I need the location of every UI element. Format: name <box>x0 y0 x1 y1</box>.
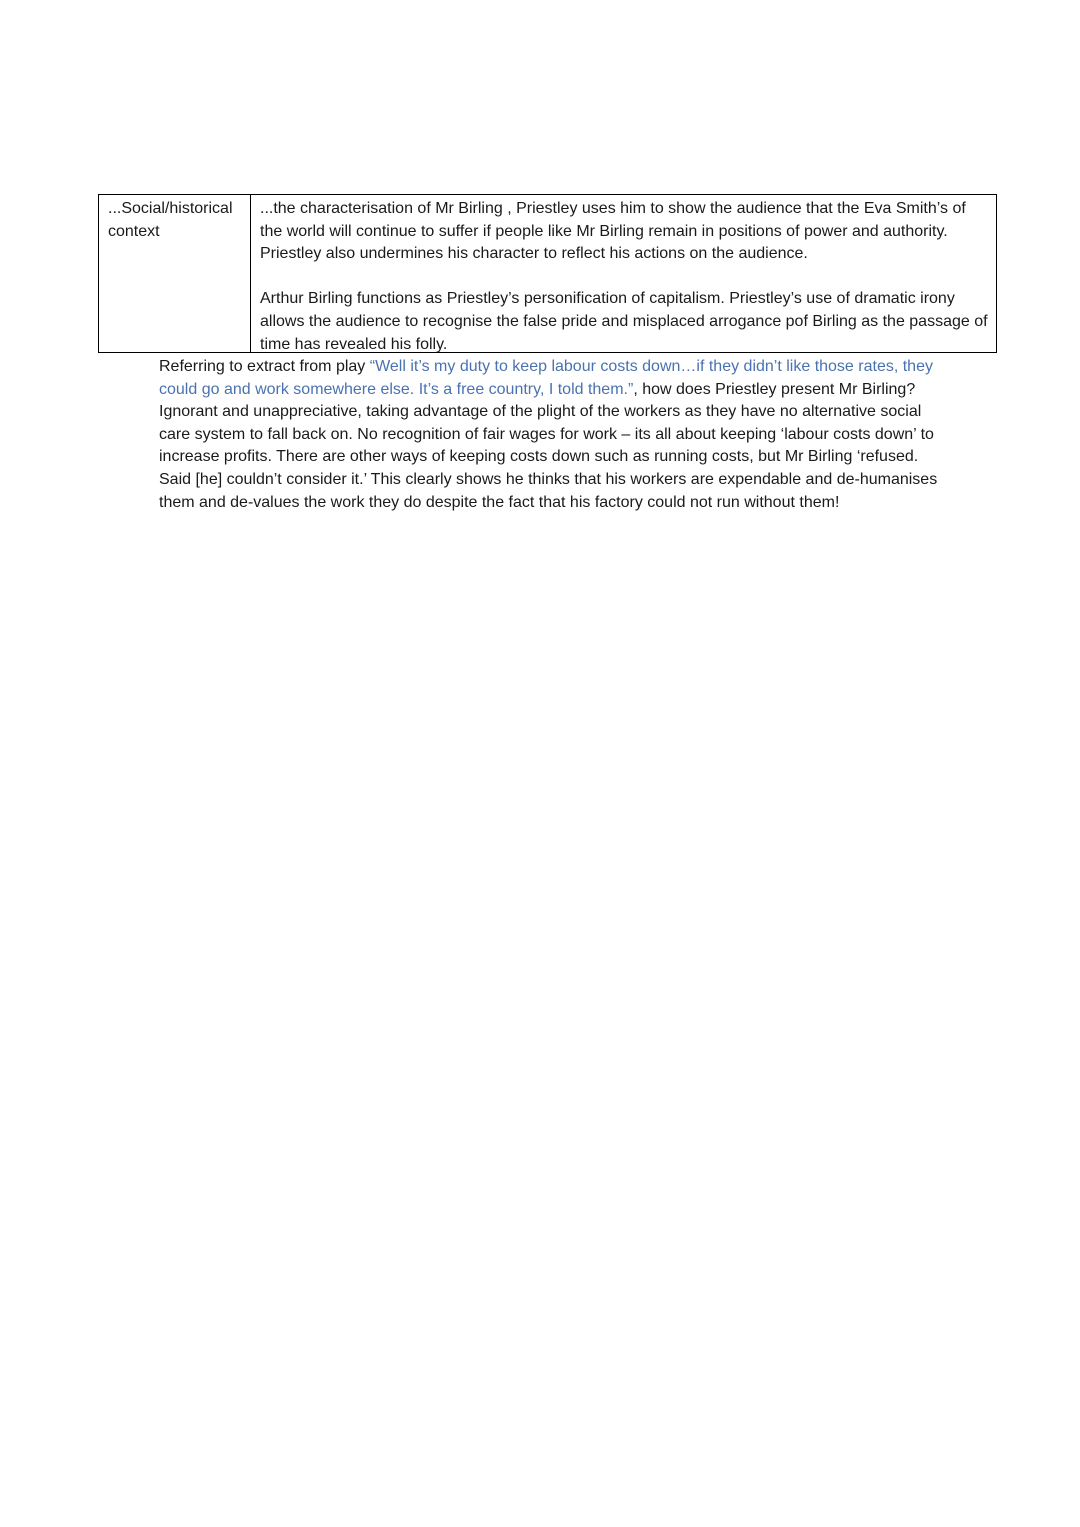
context-paragraph-1: ...the characterisation of Mr Birling , Priestley uses him to show the audience that the Eva Smith’s of the world will continue to suffer if people like Mr Birling remain in positions of power and authority. Priestley also undermines his character to reflect his actions on the audience. <box>260 200 966 263</box>
question-paragraph <box>159 356 939 401</box>
play-quote: “Well it’s my duty to keep labour costs down…if they didn’t like those rates, they could go and work somewhere else. It’s a free country, I told them.” <box>159 358 933 398</box>
context-paragraph-2: Arthur Birling functions as Priestley’s personification of capitalism. Priestley’s use of dramatic irony allows the audience to recognise the false pride and misplaced arrogance pof Birling as the passage of time has revealed his folly. <box>260 290 988 353</box>
body-text <box>159 356 939 514</box>
table-content-cell <box>251 195 996 352</box>
table-label-cell <box>99 195 251 352</box>
context-table <box>98 194 997 353</box>
question-tail: , how does Priestley present Mr Birling? <box>633 380 916 398</box>
question-lead: Referring to extract from play <box>159 358 370 375</box>
table-label: ...Social/historical context <box>108 200 233 240</box>
answer-paragraph: Ignorant and unappreciative, taking advantage of the plight of the workers as they have no alternative social care system to fall back on. No recognition of fair wages for work – its all about keeping ‘labour costs down’ to increase profits. There are other ways of keeping costs down such as running costs, but Mr Birling ‘refused. Said [he] couldn’t consider it.’ This clearly shows he thinks that his workers are expendable and de-humanises them and de-values the work they do despite the fact that his factory could not run without them! <box>159 403 938 511</box>
